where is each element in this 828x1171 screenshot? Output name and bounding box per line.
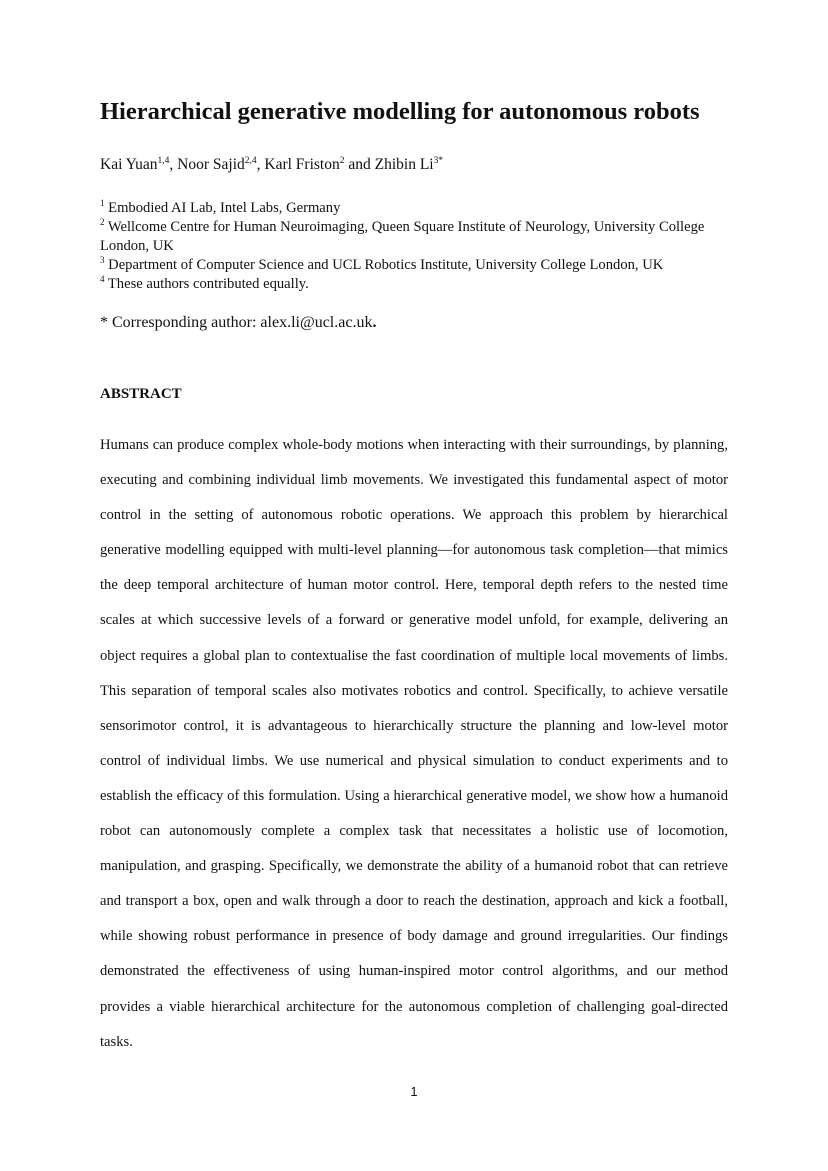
affiliation-text: These authors contributed equally. [107,276,309,292]
author-name: Kai Yuan [100,156,158,173]
author-affiliation-mark: 1,4 [157,155,170,166]
affiliation-mark: 4 [100,274,105,285]
corresponding-author-period: . [372,314,377,331]
affiliation-text: Embodied AI Lab, Intel Labs, Germany [108,200,341,216]
author-affiliation-mark: 2,4 [244,155,257,166]
affiliation-mark: 2 [100,217,105,228]
page-number: 1 [410,1084,418,1099]
affiliation-text: Wellcome Centre for Human Neuroimaging, Queen Square Institute of Neurology, University College London, UK [100,219,705,254]
affiliation-item [100,256,740,275]
author-list [100,156,740,174]
author-affiliation-mark: 2 [339,155,345,166]
corresponding-author-label: * Corresponding author: alex.li@ucl.ac.uk [100,314,373,331]
author-name: Noor Sajid [177,156,245,173]
affiliation-item [100,275,740,294]
author-name: Zhibin Li [374,156,434,173]
corresponding-author [100,314,740,332]
affiliation-item [100,218,740,256]
affiliation-mark: 1 [100,198,105,209]
affiliation-mark: 3 [100,255,105,266]
author-separator: , [169,156,178,173]
affiliation-text: Department of Computer Science and UCL Robotics Institute, University College London, UK [108,257,664,273]
affiliation-list [100,199,740,294]
author-affiliation-mark: 3* [433,155,444,166]
author-separator: and [344,156,375,173]
abstract-body: Humans can produce complex whole-body motions when interacting with their surroundings, by planning, executing and combining individual limb movements. We investigated this fundamental aspect of motor control in the setting of autonomous robotic operations. We approach this problem by hierarchical generative modelling equipped with multi-level planning—for autonomous task completion—that mimics the deep temporal architecture of human motor control. Here, temporal depth refers to the nested time scales at which successive levels of a forward or generative model unfold, for example, delivering an object requires a global plan to contextualise the fast coordination of multiple local movements of limbs. This separation of temporal scales also motivates robotics and control. Specifically, to achieve versatile sensorimotor control, it is advantageous to hierarchically structure the planning and low-level motor control of individual limbs. We use numerical and physical simulation to conduct experiments and to establish the efficacy of this formulation. Using a hierarchical generative model, we show how a humanoid robot can autonomously complete a complex task that necessitates a holistic use of locomotion, manipulation, and grasping. Specifically, we demonstrate the ability of a humanoid robot that can retrieve and transport a box, open and walk through a door to reach the destination, approach and kick a football, while showing robust performance in presence of body damage and ground irregularities. Our findings demonstrated the effectiveness of using human-inspired motor control algorithms, and our method provides a viable hierarchical architecture for the autonomous completion of challenging goal-directed tasks. [100,437,728,1050]
abstract-heading: ABSTRACT [100,386,182,402]
affiliation-item [100,199,740,218]
author-name: Karl Friston [264,156,340,173]
author-separator: , [256,156,265,173]
paper-title: Hierarchical generative modelling for autonomous robots [100,98,700,125]
